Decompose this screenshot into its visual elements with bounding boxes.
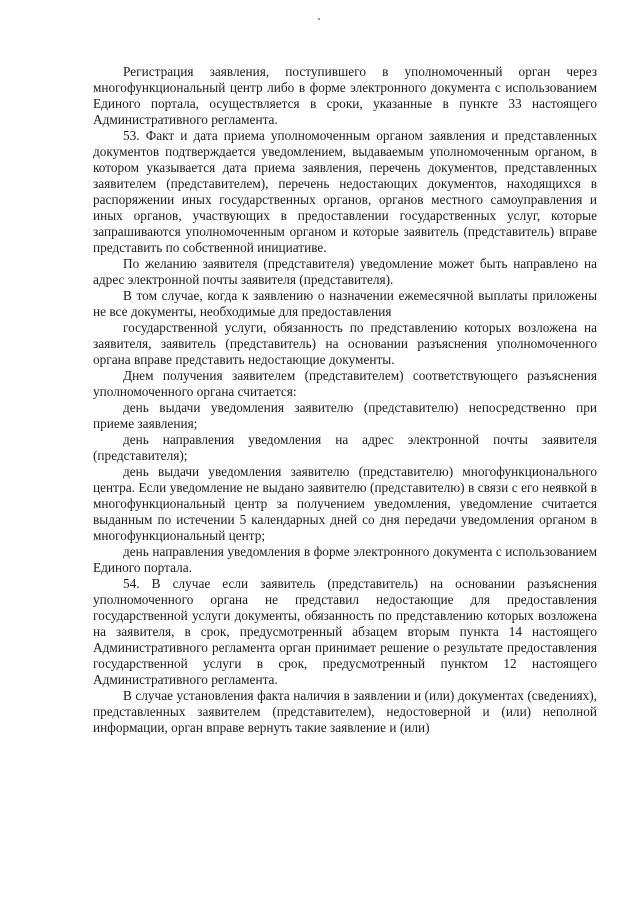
- paragraph-53: 53. Факт и дата приема уполномоченным органом заявления и представленных документов подтверждается уведомлением, выдаваемым уполномоченным органом, в котором указывается дата приема заявления, перечень документов, представленных заявителем (представителем), перечень недостающих документов, находящихся в распоряжении иных государственных органов, органов местного самоуправления и иных органов, участвующих в предоставлении государственных услуг, которые запрашиваются уполномоченным органом и которые заявитель (представитель) вправе представить по собственной инициативе.: [93, 128, 597, 255]
- list-item-mfc: день выдачи уведомления заявителю (представителю) многофункционального центра. Если уведомление не выдано заявителю (представителю) в связи с его неявкой в многофункциональный центр за получением уведомления, уведомление считается выданным по истечении 5 календарных дней со дня передачи уведомления органом в многофункциональный центр;: [93, 464, 597, 543]
- paragraph-missing-docs: В том случае, когда к заявлению о назначении ежемесячной выплаты приложены не все документы, необходимые для предоставления: [93, 288, 597, 319]
- document-body: [93, 64, 597, 736]
- paragraph-missing-docs-continued: государственной услуги, обязанность по представлению которых возложена на заявителя, заявитель (представитель) на основании разъяснения уполномоченного органа вправе представить недостающие документы.: [93, 320, 597, 367]
- paragraph-54: 54. В случае если заявитель (представитель) на основании разъяснения уполномоченного органа не представил недостающие для предоставления государственной услуги документы, обязанность по представлению которых возложена на заявителя, в срок, предусмотренный абзацем вторым пункта 14 настоящего Административного регламента орган принимает решение о результате предоставления государственной услуги в срок, предусмотренный пунктом 12 настоящего Административного регламента.: [93, 576, 597, 687]
- list-item-direct-issue: день выдачи уведомления заявителю (представителю) непосредственно при приеме заявления;: [93, 400, 597, 431]
- paragraph-invalid-info: В случае установления факта наличия в заявлении и (или) документах (сведениях), представленных заявителем (представителем), недостоверной и (или) неполной информации, орган вправе вернуть такие заявление и (или): [93, 688, 597, 735]
- scan-mark: [318, 18, 320, 20]
- paragraph-receipt-day: Днем получения заявителем (представителем) соответствующего разъяснения уполномоченного органа считается:: [93, 368, 597, 399]
- paragraph-email-notice: По желанию заявителя (представителя) уведомление может быть направлено на адрес электронной почты заявителя (представителя).: [93, 256, 597, 287]
- list-item-portal: день направления уведомления в форме электронного документа с использованием Единого портала.: [93, 544, 597, 575]
- paragraph-registration: Регистрация заявления, поступившего в уполномоченный орган через многофункциональный центр либо в форме электронного документа с использованием Единого портала, осуществляется в сроки, указанные в пункте 33 настоящего Административного регламента.: [93, 64, 597, 127]
- list-item-email: день направления уведомления на адрес электронной почты заявителя (представителя);: [93, 432, 597, 463]
